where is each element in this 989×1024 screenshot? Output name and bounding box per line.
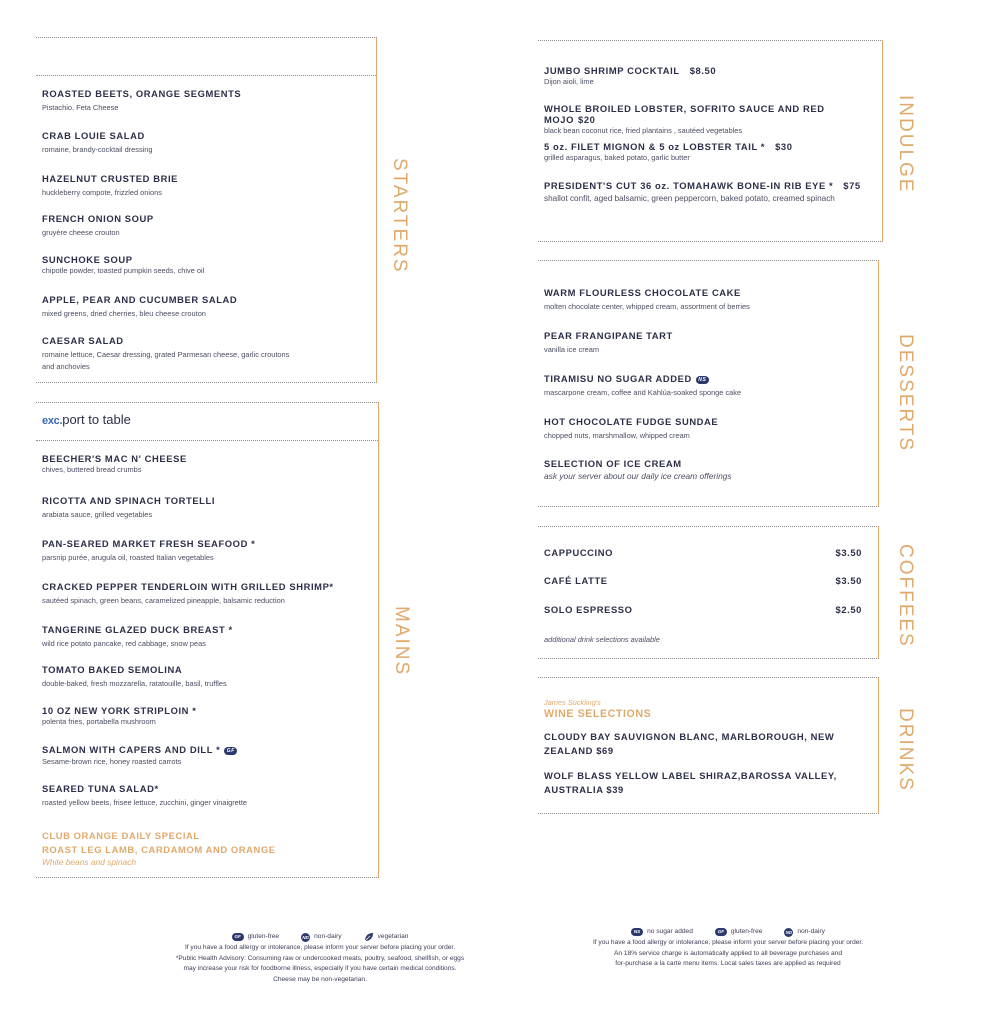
item-desc: mixed greens, dried cherries, bleu cheese crouton xyxy=(42,309,206,318)
legend-item xyxy=(301,932,342,942)
footer-line: Cheese may be non-vegetarian. xyxy=(273,975,367,983)
item-name: 10 OZ NEW YORK STRIPLOIN * xyxy=(42,705,197,716)
item-desc: Sesame-brown rice, honey roasted carrots xyxy=(42,757,182,766)
legend-label: no sugar added xyxy=(647,928,693,935)
footer-line: If you have a food allergy or intolerance, please inform your server before placing your order. xyxy=(592,939,864,947)
item-desc: polenta fries, portabella mushroom xyxy=(42,717,156,726)
non-dairy-icon: ND xyxy=(302,934,309,940)
mains-panel xyxy=(36,402,379,878)
item-desc: wild rice potato pancake, red cabbage, snow peas xyxy=(42,639,206,648)
coffee-name: SOLO ESPRESSO xyxy=(544,604,633,615)
item-name: SELECTION OF ICE CREAM xyxy=(544,458,682,469)
coffee-note xyxy=(544,631,872,646)
item-name: PRESIDENT'S CUT 36 oz. TOMAHAWK BONE-IN RIB EYE * xyxy=(544,180,834,191)
item-name: TOMATO BAKED SEMOLINA xyxy=(42,664,183,675)
starters-panel xyxy=(36,37,377,383)
item-desc: arabiata sauce, grilled vegetables xyxy=(42,510,153,519)
legend-item xyxy=(232,932,280,942)
indulge-panel xyxy=(538,40,883,242)
item-desc: mascarpone cream, coffee and Kahlúa-soaked sponge cake xyxy=(544,388,742,397)
legend-label: vegetarian xyxy=(377,933,409,940)
menu-item xyxy=(42,495,372,521)
section-title-mains: MAINS xyxy=(391,606,412,677)
item-name: PAN-SEARED MARKET FRESH SEAFOOD * xyxy=(42,538,256,549)
coffees-panel xyxy=(538,526,879,659)
item-desc: ask your server about our daily ice cream offerings xyxy=(544,471,732,481)
menu-item xyxy=(42,705,372,728)
legend-item xyxy=(784,927,825,937)
wine-item xyxy=(544,769,872,796)
item-desc: double-baked, fresh mozzarella, ratatouille, basil, truffles xyxy=(42,679,227,688)
item-desc: huckleberry compote, frizzled onions xyxy=(42,188,162,197)
section-title-desserts: DESSERTS xyxy=(895,334,916,453)
item-name-row xyxy=(544,65,876,76)
menu-item xyxy=(42,664,372,690)
item-desc: romaine, brandy-cocktail dressing xyxy=(42,145,153,154)
item-desc: black bean coconut rice, fried plantains , sautéed vegetables xyxy=(544,126,743,135)
wine-line2: ZEALAND $69 xyxy=(544,745,614,756)
menu-item xyxy=(42,335,370,373)
menu-item xyxy=(42,783,372,809)
legend-item xyxy=(631,927,693,937)
coffee-item xyxy=(544,575,862,586)
footer-line: If you have a food allergy or intolerance, please inform your server before placing your order. xyxy=(184,944,456,952)
menu-item xyxy=(544,180,876,205)
item-price: $30 xyxy=(775,141,793,152)
item-desc: vanilla ice cream xyxy=(544,345,600,354)
item-price: $8.50 xyxy=(689,65,717,76)
divider xyxy=(36,440,378,441)
legend xyxy=(120,932,520,942)
gluten-free-icon: GF xyxy=(232,933,244,941)
legend-label: gluten-free xyxy=(730,928,763,935)
item-name: BEECHER'S MAC N' CHEESE xyxy=(42,453,187,464)
leaf-icon xyxy=(364,932,374,942)
menu-item xyxy=(544,287,872,313)
item-name-row xyxy=(544,180,876,191)
legend-label: non-dairy xyxy=(314,933,342,940)
item-name: SALMON WITH CAPERS AND DILL * xyxy=(42,744,221,755)
menu-item xyxy=(544,373,872,399)
item-name-row xyxy=(544,373,872,384)
menu-item xyxy=(544,103,876,137)
item-price: $75 xyxy=(843,180,861,191)
coffee-item xyxy=(544,604,862,615)
item-name: RICOTTA AND SPINACH TORTELLI xyxy=(42,495,216,506)
item-name: HAZELNUT CRUSTED BRIE xyxy=(42,173,179,184)
special-desc: White beans and spinach xyxy=(42,857,137,867)
item-name: TIRAMISU NO SUGAR ADDED xyxy=(544,373,692,384)
item-name: 5 oz. FILET MIGNON & 5 oz LOBSTER TAIL * xyxy=(544,141,766,152)
wine-header xyxy=(544,698,872,720)
menu-item xyxy=(544,416,872,442)
footer-right xyxy=(548,927,908,970)
footer-line: for-purchase a la carte menu items. Local sales taxes are applied as required xyxy=(615,960,841,968)
menu-item xyxy=(42,744,372,768)
item-name-row xyxy=(544,141,876,152)
non-dairy-icon: ND xyxy=(785,929,793,935)
menu-item xyxy=(42,213,370,239)
legend xyxy=(548,927,908,937)
special-name: ROAST LEG LAMB, CARDAMOM AND ORANGE xyxy=(42,844,276,855)
no-sugar-added-icon: NS xyxy=(696,376,709,384)
divider xyxy=(36,75,376,76)
item-desc: chipotle powder, toasted pumpkin seeds, chive oil xyxy=(42,266,205,275)
wine-line2: AUSTRALIA $39 xyxy=(544,784,624,795)
item-name: CRAB LOUIE SALAD xyxy=(42,130,145,141)
coffee-name: CAFÉ LATTE xyxy=(544,575,608,586)
item-name-row xyxy=(42,744,372,755)
section-title-drinks: DRINKS xyxy=(895,708,916,792)
menu-item xyxy=(42,453,372,476)
item-desc: roasted yellow beets, frisee lettuce, zucchini, ginger vinaigrette xyxy=(42,798,247,807)
menu-item xyxy=(42,624,372,650)
item-desc: gruyère cheese crouton xyxy=(42,228,120,237)
wine-line1: WOLF BLASS YELLOW LABEL SHIRAZ,BAROSSA VALLEY, xyxy=(544,770,837,781)
drinks-panel xyxy=(538,677,879,814)
brand-logo xyxy=(42,412,131,427)
footer-left xyxy=(120,932,520,985)
item-name-row xyxy=(544,103,876,125)
menu-item xyxy=(42,130,370,156)
gluten-free-icon: GF xyxy=(224,747,237,755)
item-name: PEAR FRANGIPANE TART xyxy=(544,330,673,341)
item-desc-cont: and anchovies xyxy=(42,362,90,371)
item-desc: chives, buttered bread crumbs xyxy=(42,465,142,474)
item-name: JUMBO SHRIMP COCKTAIL xyxy=(544,65,680,76)
menu-item xyxy=(544,330,872,356)
item-name: FRENCH ONION SOUP xyxy=(42,213,154,224)
item-name: SUNCHOKE SOUP xyxy=(42,254,133,265)
brand-exc: exc. xyxy=(42,415,63,427)
coffee-price: $3.50 xyxy=(835,547,862,558)
no-sugar-added-icon: NS xyxy=(631,928,643,936)
coffee-note-text: additional drink selections available xyxy=(544,635,660,644)
wine-line1: CLOUDY BAY SAUVIGNON BLANC, MARLBOROUGH, NEW xyxy=(544,731,835,742)
coffee-price: $2.50 xyxy=(835,604,862,615)
wine-heading: WINE SELECTIONS xyxy=(544,708,652,720)
item-name: SEARED TUNA SALAD* xyxy=(42,783,159,794)
menu-item xyxy=(42,173,370,199)
menu-item xyxy=(42,254,370,277)
gluten-free-icon: GF xyxy=(715,928,727,936)
legend-item xyxy=(715,927,763,937)
item-desc: Pistachio, Feta Cheese xyxy=(42,103,119,112)
footer-line: may increase your risk for foodborne illness, especially if you have certain medical conditions. xyxy=(183,965,457,973)
coffee-name: CAPPUCCINO xyxy=(544,547,614,558)
legend-label: non-dairy xyxy=(797,928,825,935)
wine-item xyxy=(544,730,872,757)
item-name: HOT CHOCOLATE FUDGE SUNDAE xyxy=(544,416,719,427)
menu-item xyxy=(42,581,372,607)
item-desc: grilled asparagus, baked potato, garlic butter xyxy=(544,153,690,162)
menu-item xyxy=(42,88,370,114)
brand-text: port to table xyxy=(62,412,131,427)
desserts-panel xyxy=(538,260,879,507)
menu-item xyxy=(42,538,372,564)
item-desc: chopped nuts, marshmallow, whipped cream xyxy=(544,431,690,440)
item-name: WHOLE BROILED LOBSTER, SOFRITO SAUCE AND RED MOJO xyxy=(544,103,825,125)
footer-line: An 18% service charge is automatically applied to all beverage purchases and xyxy=(614,949,842,957)
coffee-price: $3.50 xyxy=(835,575,862,586)
item-name: WARM FLOURLESS CHOCOLATE CAKE xyxy=(544,287,741,298)
menu-item xyxy=(544,141,876,164)
menu-item xyxy=(544,458,872,482)
menu-item xyxy=(544,65,876,88)
daily-special xyxy=(42,830,372,868)
menu-item xyxy=(42,294,370,320)
item-name: ROASTED BEETS, ORANGE SEGMENTS xyxy=(42,88,242,99)
item-name: CRACKED PEPPER TENDERLOIN WITH GRILLED SHRIMP* xyxy=(42,581,334,592)
item-name: CAESAR SALAD xyxy=(42,335,124,346)
item-desc: parsnip purée, arugula oil, roasted Italian vegetables xyxy=(42,553,214,562)
item-desc: sautéed spinach, green beans, caramelized pineapple, balsamic reduction xyxy=(42,596,285,605)
section-title-coffees: COFFEES xyxy=(895,544,916,648)
section-title-starters: STARTERS xyxy=(389,158,410,274)
wine-kicker: James Suckling's xyxy=(544,698,601,707)
legend-label: gluten-free xyxy=(247,933,280,940)
footer-line: *Public Health Advisory: Consuming raw or undercooked meats, poultry, seafood, shellfish, or eggs xyxy=(175,954,465,962)
section-title-indulge: INDULGE xyxy=(895,95,916,194)
legend-item xyxy=(364,932,409,942)
item-name: APPLE, PEAR AND CUCUMBER SALAD xyxy=(42,294,238,305)
item-price: $20 xyxy=(578,114,596,125)
item-name: TANGERINE GLAZED DUCK BREAST * xyxy=(42,624,233,635)
item-desc: shallot confit, aged balsamic, green peppercorn, baked potato, creamed spinach xyxy=(544,194,835,203)
item-desc: molten chocolate center, whipped cream, assortment of berries xyxy=(544,302,750,311)
coffee-item xyxy=(544,547,862,558)
special-kicker: CLUB ORANGE DAILY SPECIAL xyxy=(42,830,200,841)
item-desc: romaine lettuce, Caesar dressing, grated Parmesan cheese, garlic croutons xyxy=(42,350,290,359)
item-desc: Dijon aioli, lime xyxy=(544,77,594,86)
